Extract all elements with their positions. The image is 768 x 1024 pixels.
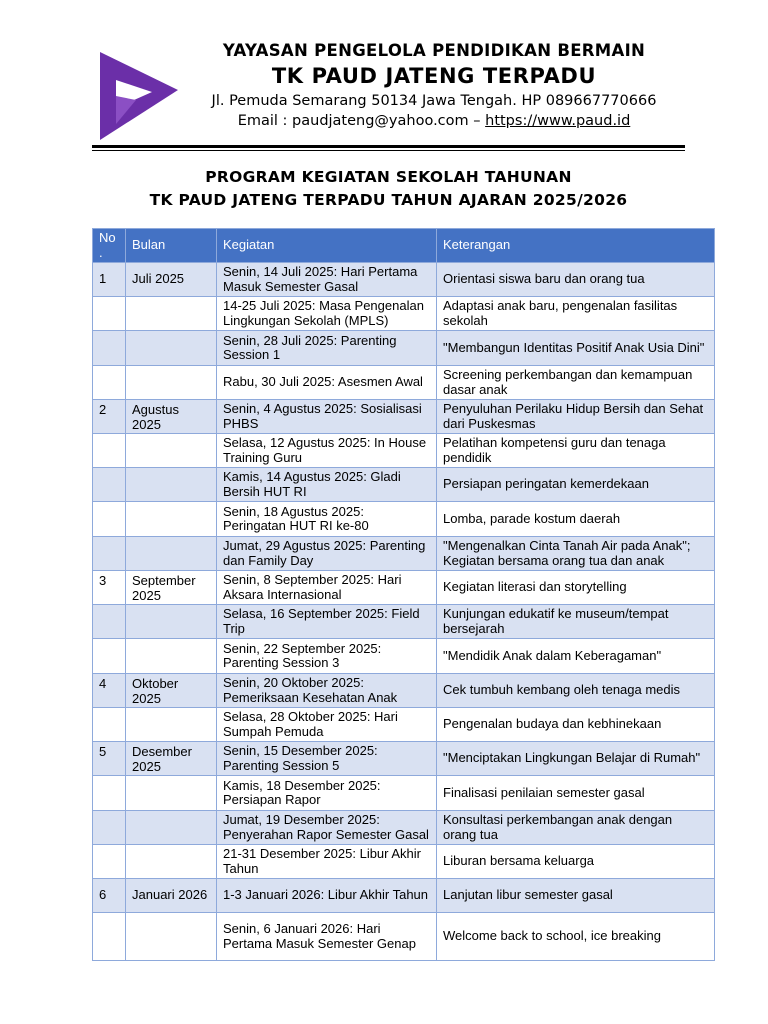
cell-note: Pengenalan budaya dan kebhinekaan: [437, 708, 715, 742]
table-row: [93, 776, 715, 811]
cell-month: [126, 434, 217, 468]
cell-note: "Mengenalkan Cinta Tanah Air pada Anak"; Kegiatan bersama orang tua dan anak: [437, 537, 715, 571]
cell-no: [93, 297, 126, 331]
table-row: [93, 845, 715, 879]
cell-no: [93, 811, 126, 845]
cell-note: Kunjungan edukatif ke museum/tempat bersejarah: [437, 605, 715, 639]
cell-activity: Senin, 20 Oktober 2025: Pemeriksaan Kesehatan Anak: [217, 674, 437, 708]
cell-note: Lomba, parade kostum daerah: [437, 502, 715, 537]
cell-month: Oktober 2025: [126, 674, 217, 708]
table-row: [93, 502, 715, 537]
cell-month: Juli 2025: [126, 263, 217, 297]
cell-no: [93, 776, 126, 811]
cell-no: [93, 913, 126, 961]
cell-month: [126, 776, 217, 811]
table-header-row: [93, 229, 715, 263]
cell-activity: 21-31 Desember 2025: Libur Akhir Tahun: [217, 845, 437, 879]
header-rule-thin: [92, 150, 685, 151]
cell-month: [126, 468, 217, 502]
school-logo: [96, 50, 180, 142]
cell-note: Finalisasi penilaian semester gasal: [437, 776, 715, 811]
column-header-note: Keterangan: [437, 229, 715, 263]
table-row: [93, 913, 715, 961]
cell-note: Orientasi siswa baru dan orang tua: [437, 263, 715, 297]
table-row: [93, 708, 715, 742]
cell-note: "Membangun Identitas Positif Anak Usia Dini": [437, 331, 715, 366]
cell-activity: Senin, 28 Juli 2025: Parenting Session 1: [217, 331, 437, 366]
cell-month: [126, 913, 217, 961]
cell-note: Cek tumbuh kembang oleh tenaga medis: [437, 674, 715, 708]
table-row: [93, 263, 715, 297]
website-link[interactable]: https://www.paud.id: [485, 113, 631, 129]
cell-note: Pelatihan kompetensi guru dan tenaga pendidik: [437, 434, 715, 468]
school-address: Jl. Pemuda Semarang 50134 Jawa Tengah. HP 089667770666: [211, 93, 657, 109]
column-header-no-part: .: [99, 244, 103, 260]
cell-month: Januari 2026: [126, 879, 217, 913]
column-header-activity: Kegiatan: [217, 229, 437, 263]
cell-note: Screening perkembangan dan kemampuan dasar anak: [437, 366, 715, 400]
cell-activity: Jumat, 19 Desember 2025: Penyerahan Rapor Semester Gasal: [217, 811, 437, 845]
table-row: [93, 468, 715, 502]
cell-note: Liburan bersama keluarga: [437, 845, 715, 879]
cell-no: [93, 502, 126, 537]
cell-month: [126, 708, 217, 742]
schedule-body: [93, 263, 715, 961]
cell-activity: Senin, 15 Desember 2025: Parenting Session 5: [217, 742, 437, 776]
table-row: [93, 639, 715, 674]
table-row: [93, 605, 715, 639]
header-rule-thick: [92, 145, 685, 148]
cell-activity: Selasa, 28 Oktober 2025: Hari Sumpah Pemuda: [217, 708, 437, 742]
cell-no: [93, 434, 126, 468]
schedule-table: [92, 228, 715, 961]
cell-no: [93, 845, 126, 879]
cell-activity: Selasa, 16 September 2025: Field Trip: [217, 605, 437, 639]
table-row: [93, 331, 715, 366]
cell-month: Desember 2025: [126, 742, 217, 776]
cell-activity: 14-25 Juli 2025: Masa Pengenalan Lingkungan Sekolah (MPLS): [217, 297, 437, 331]
cell-month: [126, 366, 217, 400]
cell-activity: Senin, 22 September 2025: Parenting Session 3: [217, 639, 437, 674]
cell-no: 6: [93, 879, 126, 913]
cell-month: [126, 331, 217, 366]
letterhead: [180, 40, 688, 131]
cell-month: September 2025: [126, 571, 217, 605]
cell-month: [126, 605, 217, 639]
cell-month: Agustus 2025: [126, 400, 217, 434]
cell-no: [93, 639, 126, 674]
cell-note: Kegiatan literasi dan storytelling: [437, 571, 715, 605]
table-row: [93, 879, 715, 913]
cell-activity: Senin, 18 Agustus 2025: Peringatan HUT RI ke-80: [217, 502, 437, 537]
cell-note: "Mendidik Anak dalam Keberagaman": [437, 639, 715, 674]
cell-activity: Jumat, 29 Agustus 2025: Parenting dan Family Day: [217, 537, 437, 571]
cell-no: [93, 468, 126, 502]
cell-activity: Rabu, 30 Juli 2025: Asesmen Awal: [217, 366, 437, 400]
column-header-month: Bulan: [126, 229, 217, 263]
title-line-1: PROGRAM KEGIATAN SEKOLAH TAHUNAN: [205, 168, 572, 186]
table-row: [93, 366, 715, 400]
cell-note: Lanjutan libur semester gasal: [437, 879, 715, 913]
cell-month: [126, 639, 217, 674]
title-line-2: TK PAUD JATENG TERPADU TAHUN AJARAN 2025/2026: [149, 191, 628, 209]
table-row: [93, 674, 715, 708]
cell-no: [93, 366, 126, 400]
table-row: [93, 742, 715, 776]
document-title: [92, 166, 685, 212]
cell-month: [126, 297, 217, 331]
cell-no: 1: [93, 263, 126, 297]
table-row: [93, 537, 715, 571]
cell-activity: 1-3 Januari 2026: Libur Akhir Tahun: [217, 879, 437, 913]
contact-line: [180, 111, 688, 131]
cell-activity: Kamis, 14 Agustus 2025: Gladi Bersih HUT RI: [217, 468, 437, 502]
table-row: [93, 400, 715, 434]
cell-no: 5: [93, 742, 126, 776]
cell-month: [126, 845, 217, 879]
cell-note: Persiapan peringatan kemerdekaan: [437, 468, 715, 502]
cell-activity: Senin, 8 September 2025: Hari Aksara Internasional: [217, 571, 437, 605]
cell-no: 4: [93, 674, 126, 708]
cell-note: "Menciptakan Lingkungan Belajar di Rumah": [437, 742, 715, 776]
column-header-no: [93, 229, 126, 263]
cell-activity: Senin, 4 Agustus 2025: Sosialisasi PHBS: [217, 400, 437, 434]
table-row: [93, 571, 715, 605]
column-header-no-part: No: [99, 230, 116, 245]
table-row: [93, 811, 715, 845]
cell-month: [126, 811, 217, 845]
organization-name: YAYASAN PENGELOLA PENDIDIKAN BERMAIN: [222, 41, 646, 60]
cell-month: [126, 502, 217, 537]
cell-note: Konsultasi perkembangan anak dengan orang tua: [437, 811, 715, 845]
cell-no: [93, 537, 126, 571]
cell-activity: Kamis, 18 Desember 2025: Persiapan Rapor: [217, 776, 437, 811]
table-row: [93, 297, 715, 331]
cell-activity: Senin, 14 Juli 2025: Hari Pertama Masuk Semester Gasal: [217, 263, 437, 297]
cell-activity: Selasa, 12 Agustus 2025: In House Training Guru: [217, 434, 437, 468]
school-name: TK PAUD JATENG TERPADU: [271, 64, 597, 88]
cell-note: Welcome back to school, ice breaking: [437, 913, 715, 961]
cell-note: Adaptasi anak baru, pengenalan fasilitas sekolah: [437, 297, 715, 331]
cell-no: [93, 708, 126, 742]
cell-no: [93, 605, 126, 639]
cell-note: Penyuluhan Perilaku Hidup Bersih dan Sehat dari Puskesmas: [437, 400, 715, 434]
cell-no: [93, 331, 126, 366]
cell-month: [126, 537, 217, 571]
email-text: Email : paudjateng@yahoo.com –: [237, 113, 486, 129]
cell-no: 2: [93, 400, 126, 434]
cell-activity: Senin, 6 Januari 2026: Hari Pertama Masuk Semester Genap: [217, 913, 437, 961]
table-row: [93, 434, 715, 468]
cell-no: 3: [93, 571, 126, 605]
